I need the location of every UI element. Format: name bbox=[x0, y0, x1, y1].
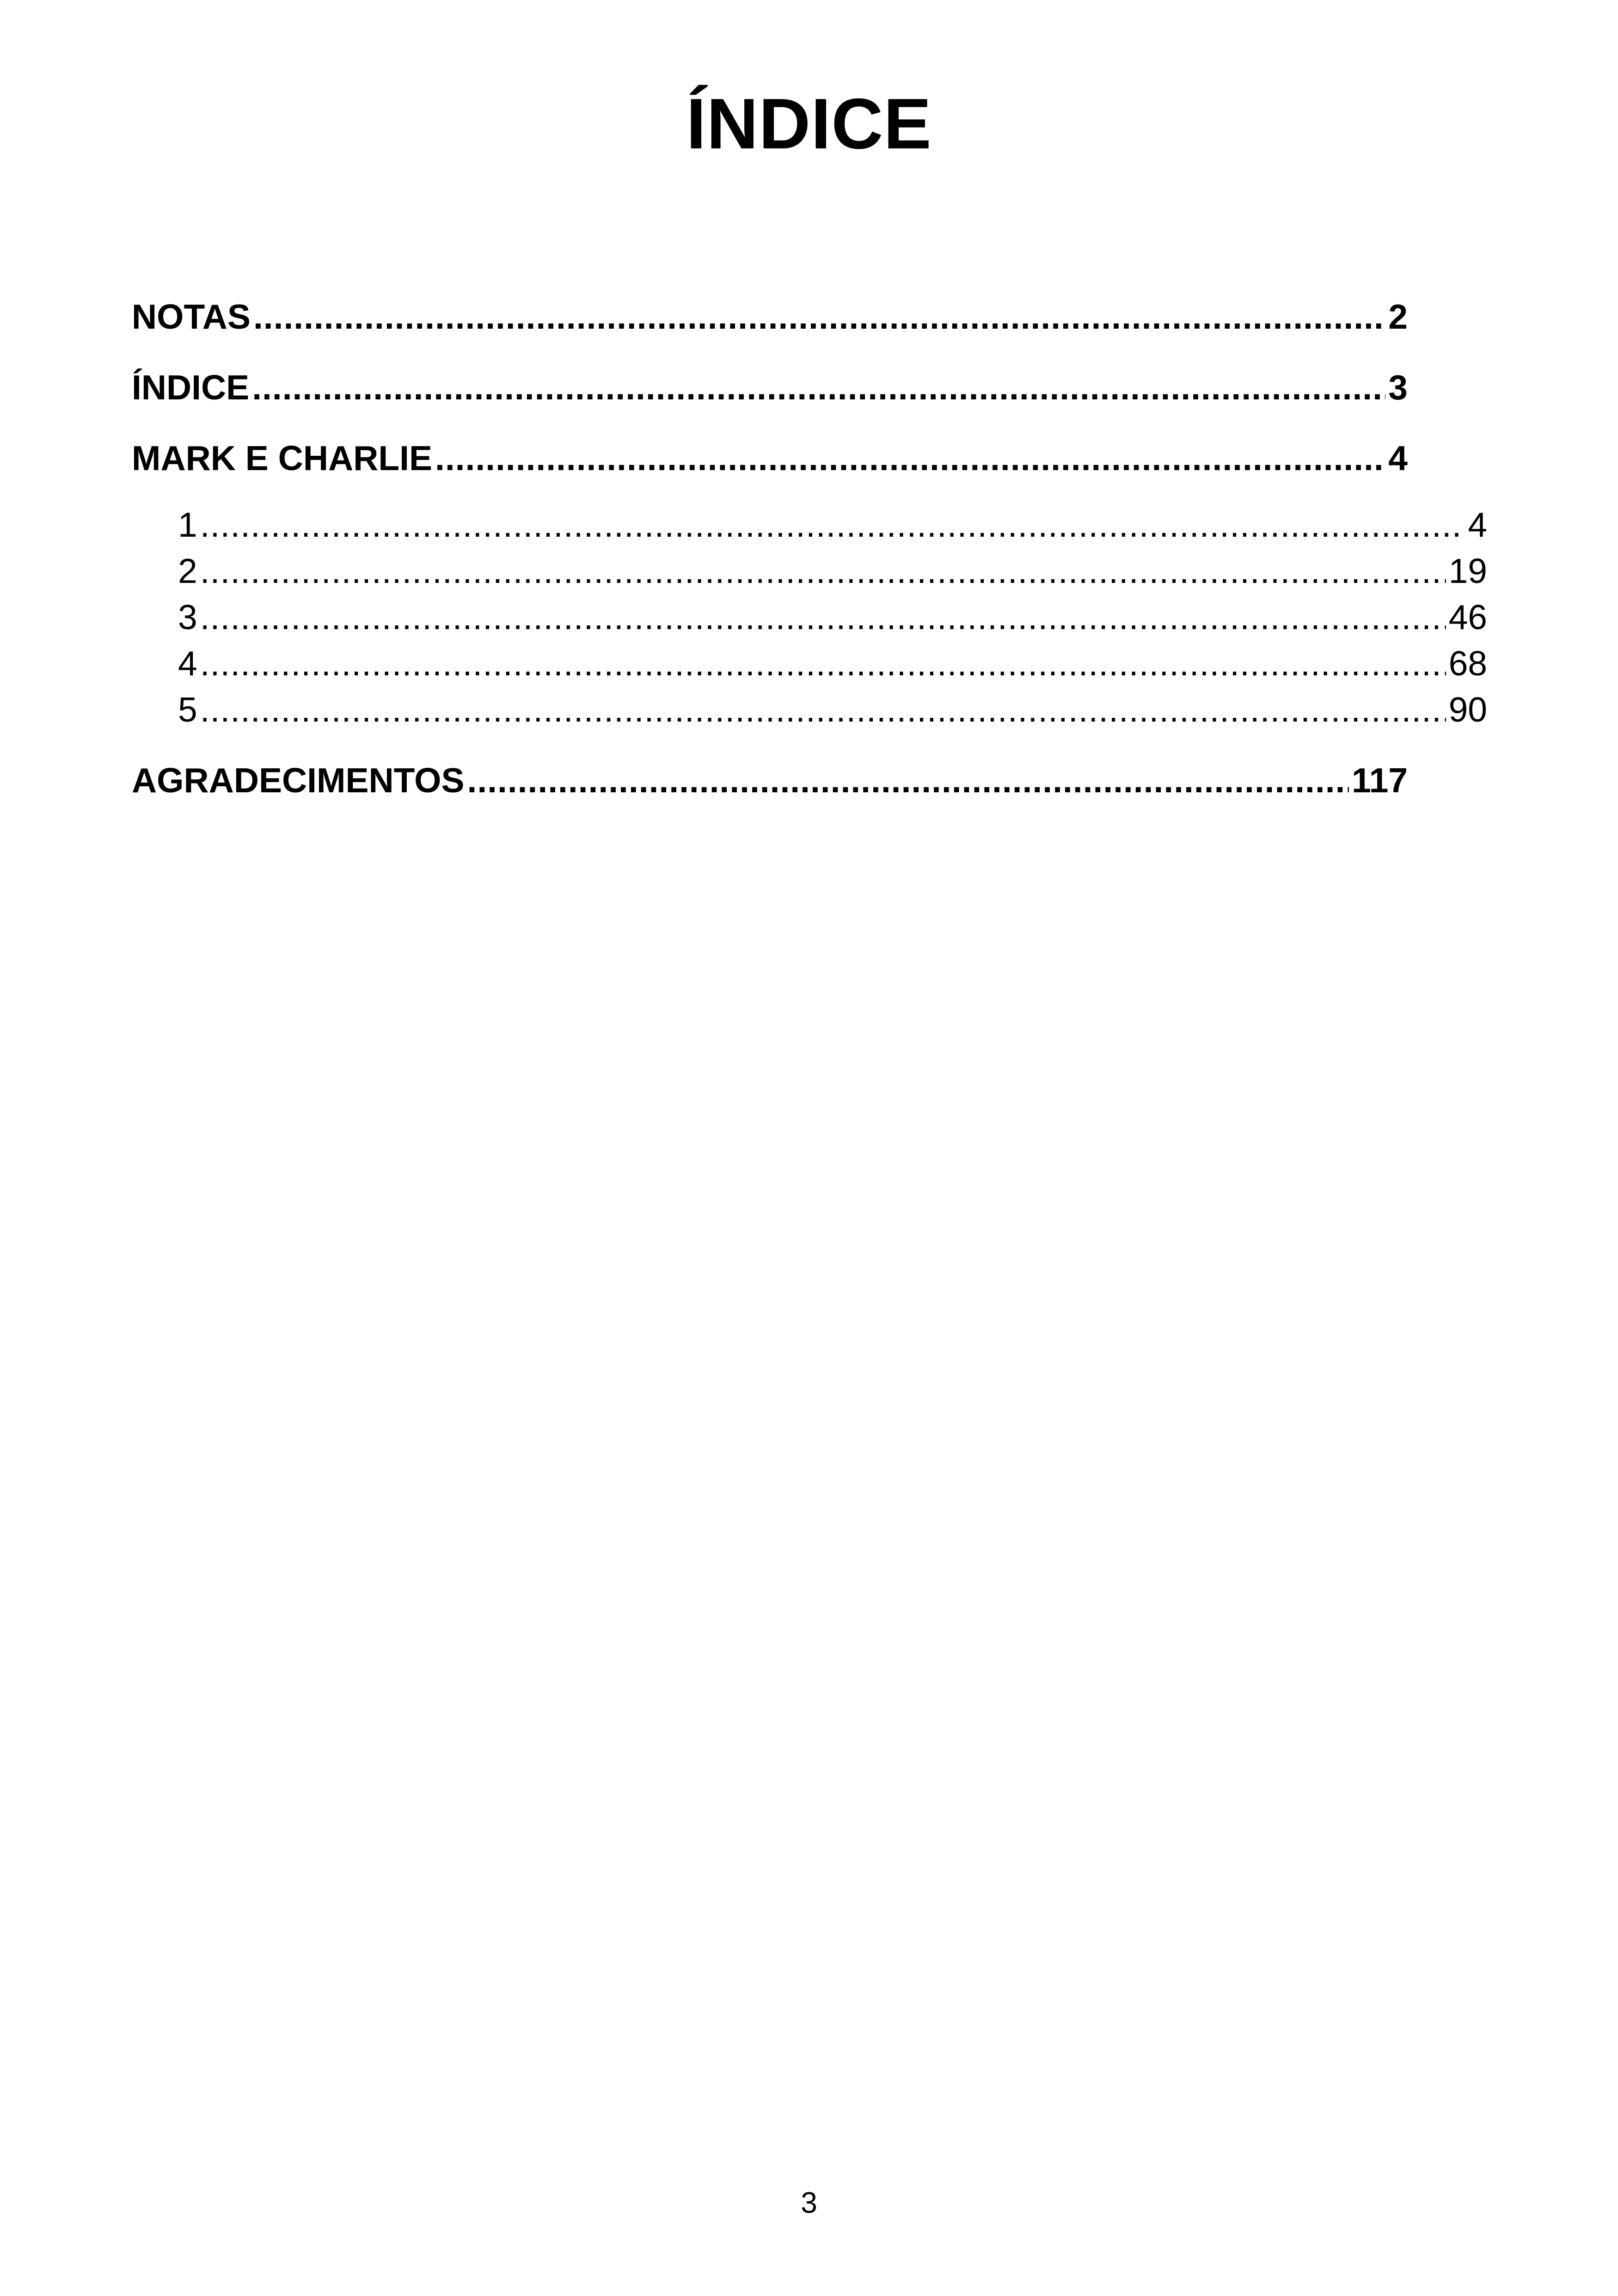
toc-entry-label: AGRADECIMENTOS bbox=[132, 761, 465, 800]
toc-subentry-5[interactable] bbox=[178, 686, 1487, 733]
toc-subentry-label: 4 bbox=[178, 644, 197, 683]
toc-subentry-2[interactable] bbox=[178, 548, 1487, 594]
toc-entry-agradecimentos[interactable] bbox=[132, 755, 1408, 806]
toc-entry-page: 117 bbox=[1352, 761, 1408, 800]
toc-entry-page: 2 bbox=[1388, 297, 1408, 336]
toc-entry-label: NOTAS bbox=[132, 297, 251, 336]
toc-subentry-page: 90 bbox=[1448, 690, 1487, 729]
toc-subentry-label: 1 bbox=[178, 505, 197, 544]
toc-entry-label: MARK E CHARLIE bbox=[132, 439, 432, 478]
toc-leader-dots bbox=[253, 291, 1385, 342]
toc-subentry-1[interactable] bbox=[178, 502, 1487, 548]
toc-leader-dots bbox=[200, 594, 1446, 640]
page-number: 3 bbox=[801, 2186, 817, 2219]
toc-subentry-label: 3 bbox=[178, 598, 197, 637]
toc-entry-indice[interactable] bbox=[132, 362, 1408, 413]
toc-subentry-label: 2 bbox=[178, 551, 197, 590]
toc-subentry-page: 46 bbox=[1448, 598, 1487, 637]
toc-leader-dots bbox=[200, 640, 1446, 686]
toc-leader-dots bbox=[435, 433, 1385, 484]
toc-entry-notas[interactable] bbox=[132, 291, 1408, 342]
toc-subentry-3[interactable] bbox=[178, 594, 1487, 640]
toc-subentry-page: 68 bbox=[1448, 644, 1487, 683]
toc-leader-dots bbox=[200, 548, 1446, 594]
toc-leader-dots bbox=[200, 686, 1446, 733]
toc-leader-dots bbox=[252, 362, 1385, 413]
toc-subentry-page: 19 bbox=[1448, 551, 1487, 590]
toc-subentry-page: 4 bbox=[1468, 505, 1487, 544]
toc-entry-page: 4 bbox=[1388, 439, 1408, 478]
toc-leader-dots bbox=[467, 755, 1349, 806]
toc-subentry-label: 5 bbox=[178, 690, 197, 729]
toc-entry-label: ÍNDICE bbox=[132, 368, 250, 407]
toc-leader-dots bbox=[200, 502, 1465, 548]
page-title: ÍNDICE bbox=[686, 84, 932, 164]
toc-entry-mark-e-charlie[interactable] bbox=[132, 433, 1408, 484]
toc-subentry-4[interactable] bbox=[178, 640, 1487, 686]
toc-entry-page: 3 bbox=[1388, 368, 1408, 407]
